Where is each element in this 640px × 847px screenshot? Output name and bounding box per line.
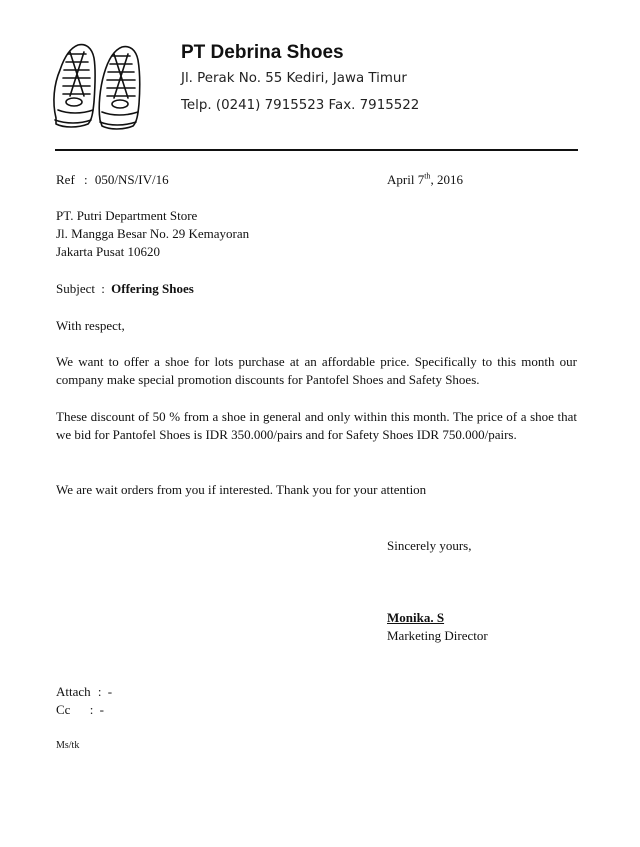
- subject-label: Subject: [56, 281, 95, 296]
- salutation: With respect,: [56, 318, 125, 333]
- recipient-city: Jakarta Pusat 10620: [56, 244, 160, 259]
- ref-label: Ref: [56, 172, 75, 187]
- ref-separator: :: [84, 172, 88, 187]
- date-year: , 2016: [430, 172, 463, 187]
- company-name: PT Debrina Shoes: [181, 42, 344, 63]
- body-paragraph-3: We are wait orders from you if interested. Thank you for your attention: [56, 482, 427, 497]
- typist-initials: Ms/tk: [56, 740, 80, 751]
- date-ordinal: th: [424, 171, 431, 181]
- reference-line: [56, 171, 169, 189]
- recipient-street: Jl. Mangga Besar No. 29 Kemayoran: [56, 226, 250, 241]
- signer-title: Marketing Director: [387, 628, 488, 643]
- cc-separator: :: [89, 702, 94, 717]
- body-paragraph-2: These discount of 50 % from a shoe in general and only within this month. The price of a shoe that we bid for Pantofel Shoes is IDR 350.000/pairs and for Safety Shoes IDR 750.000/pairs.: [56, 409, 577, 442]
- cc-label: Cc: [56, 702, 71, 717]
- closing: Sincerely yours,: [387, 538, 472, 553]
- recipient-block: [56, 207, 249, 261]
- signer-name: Monika. S: [387, 610, 445, 625]
- cc-line: [56, 701, 104, 719]
- subject-separator: :: [101, 281, 105, 296]
- recipient-name: PT. Putri Department Store: [56, 208, 198, 223]
- company-address: Jl. Perak No. 55 Kediri, Jawa Timur: [181, 71, 407, 86]
- subject-value: Offering Shoes: [111, 281, 194, 296]
- attach-label: Attach: [56, 684, 91, 699]
- header-divider: [55, 149, 578, 151]
- company-contact: Telp. (0241) 7915523 Fax. 7915522: [181, 98, 420, 113]
- cc-value: -: [99, 702, 104, 717]
- attach-line: [56, 683, 112, 701]
- ref-value: 050/NS/IV/16: [94, 172, 169, 187]
- attach-separator: :: [97, 684, 102, 699]
- date-month: April 7: [387, 172, 425, 187]
- subject-line: [56, 280, 194, 298]
- company-logo: [48, 40, 146, 132]
- sneakers-icon: [48, 40, 146, 132]
- body-paragraph-1: We want to offer a shoe for lots purchase at an affordable price. Specifically to this month our company make special promotion discounts for Pantofel Shoes and Safety Shoes.: [56, 354, 577, 387]
- attach-value: -: [107, 684, 113, 699]
- letter-date: [387, 171, 463, 189]
